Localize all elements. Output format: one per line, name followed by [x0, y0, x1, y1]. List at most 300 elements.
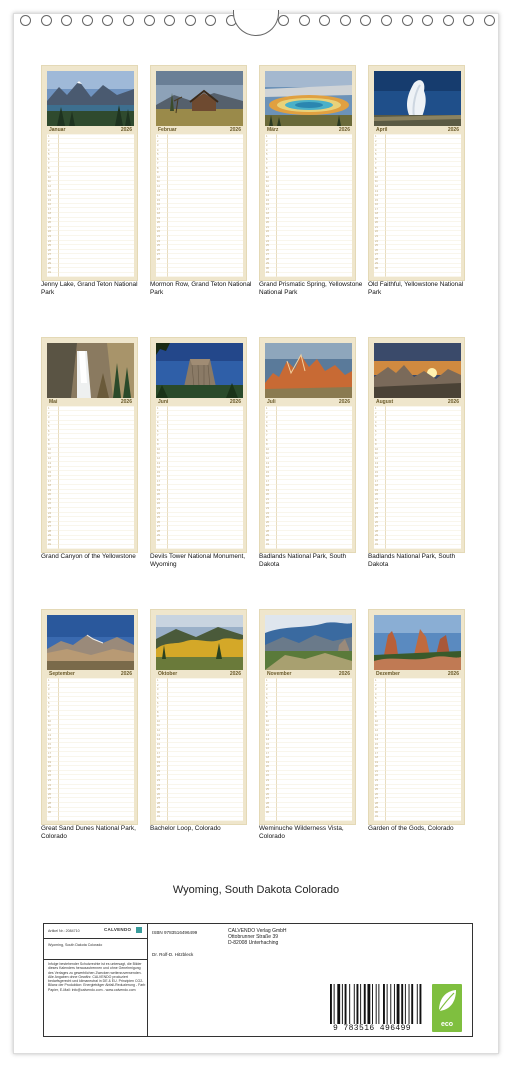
- month-name: Januar: [49, 127, 66, 133]
- day-number: 25: [266, 516, 269, 520]
- day-number: 16: [157, 203, 160, 207]
- day-number: 12: [48, 185, 51, 189]
- day-number: 14: [48, 194, 51, 198]
- day-number: 12: [375, 457, 378, 461]
- day-number: 14: [266, 466, 269, 470]
- fineprint: Infolge bestehender Schutzrechte ist es untersagt, die Bilder dieses Kalenders herauszutrennen und ohne Genehmigung des Verlages zu gewerblichen Zwecken weiterzuverwenden. Alle Angaben ohne Gewähr. CALVENDO produziert bedarfsgerecht und klimaneutral in DE & EU. Prinzipien CO2-Bilanz der Produktion: Energieträger Abfall-Reduzierung - Farb Papier, E-Mail: info@calvendo.com - www.calvendo.com: [48, 962, 146, 992]
- eco-badge: [432, 984, 462, 1032]
- month-photo: [265, 615, 352, 670]
- day-number: 8: [48, 710, 50, 714]
- day-number: 27: [266, 797, 269, 801]
- day-number: 31: [375, 543, 378, 547]
- day-number: 25: [375, 244, 378, 248]
- planner-grid[interactable]: [47, 134, 134, 277]
- day-number: 26: [266, 520, 269, 524]
- day-number: 28: [157, 257, 160, 261]
- day-number: 6: [48, 157, 50, 161]
- month-year: 2026: [338, 671, 350, 677]
- day-number: 2: [48, 683, 50, 687]
- day-number: 25: [48, 788, 51, 792]
- day-number: 27: [375, 797, 378, 801]
- day-number: 12: [157, 457, 160, 461]
- day-number: 24: [266, 239, 269, 243]
- day-number: 12: [157, 185, 160, 189]
- binding-hole: [123, 15, 134, 26]
- month-header: [156, 398, 243, 406]
- day-number: 19: [375, 488, 378, 492]
- day-number: 25: [48, 244, 51, 248]
- day-number: 2: [266, 139, 268, 143]
- day-number: 13: [375, 733, 378, 737]
- binding-hole: [82, 15, 93, 26]
- day-number: 3: [375, 144, 377, 148]
- binding-hole: [443, 15, 454, 26]
- day-number: 18: [375, 212, 378, 216]
- day-number: 3: [48, 144, 50, 148]
- day-number: 13: [157, 733, 160, 737]
- day-number: 19: [375, 216, 378, 220]
- info-left-column: [44, 924, 148, 1036]
- day-number: 30: [375, 538, 378, 542]
- day-number: 21: [266, 225, 269, 229]
- day-number: 18: [157, 212, 160, 216]
- day-number: 6: [266, 701, 268, 705]
- day-number: 1: [48, 679, 50, 682]
- day-numbers: [48, 135, 57, 276]
- month-header: [47, 398, 134, 406]
- planner-grid[interactable]: [156, 678, 243, 821]
- binding-hole: [402, 15, 413, 26]
- day-number: 23: [375, 779, 378, 783]
- day-number: 7: [266, 434, 268, 438]
- divider: [44, 959, 148, 960]
- day-number: 15: [266, 198, 269, 202]
- day-number: 18: [375, 484, 378, 488]
- day-number: 29: [375, 534, 378, 538]
- month-year: 2026: [338, 399, 350, 405]
- day-number: 8: [157, 166, 159, 170]
- month-card-juni: [150, 337, 247, 553]
- day-number: 8: [157, 438, 159, 442]
- day-number: 24: [157, 511, 160, 515]
- day-number: 18: [266, 756, 269, 760]
- month-photo: [374, 343, 461, 398]
- day-number: 28: [375, 257, 378, 261]
- day-number: 30: [375, 810, 378, 814]
- month-name: September: [49, 671, 75, 677]
- month-photo: [265, 71, 352, 126]
- day-number: 4: [48, 420, 50, 424]
- day-number: 16: [375, 475, 378, 479]
- day-number: 2: [375, 683, 377, 687]
- month-card-oktober: [150, 609, 247, 825]
- article-number: Artikel Nr.: 2084710: [48, 929, 80, 933]
- day-number: 2: [157, 683, 159, 687]
- day-number: 11: [375, 452, 378, 456]
- day-number: 26: [266, 248, 269, 252]
- day-number: 12: [266, 457, 269, 461]
- day-number: 19: [266, 760, 269, 764]
- month-caption: Bachelor Loop, Colorado: [150, 825, 221, 832]
- day-number: 24: [375, 239, 378, 243]
- info-box: [43, 923, 473, 1037]
- day-number: 14: [157, 738, 160, 742]
- day-number: 6: [157, 157, 159, 161]
- isbn: ISBN 9783516496499: [152, 930, 198, 935]
- day-number: 27: [157, 797, 160, 801]
- month-name: Dezember: [376, 671, 400, 677]
- day-number: 8: [266, 438, 268, 442]
- day-number: 22: [157, 230, 160, 234]
- day-number: 9: [48, 443, 50, 447]
- day-number: 17: [266, 207, 269, 211]
- publisher-line: D-82008 Unterhaching: [228, 940, 279, 946]
- day-number: 18: [157, 756, 160, 760]
- day-number: 23: [48, 779, 51, 783]
- day-number: 1: [157, 407, 159, 410]
- day-number: 11: [266, 180, 269, 184]
- day-number: 7: [266, 162, 268, 166]
- day-number: 9: [375, 171, 377, 175]
- day-number: 2: [266, 683, 268, 687]
- day-number: 28: [266, 257, 269, 261]
- day-number: 26: [375, 792, 378, 796]
- publisher-line: CALVENDO Verlag GmbH: [228, 928, 287, 934]
- day-number: 23: [266, 235, 269, 239]
- day-number: 7: [375, 706, 377, 710]
- month-year: 2026: [120, 127, 132, 133]
- day-number: 14: [48, 466, 51, 470]
- day-number: 2: [375, 411, 377, 415]
- day-number: 1: [157, 679, 159, 682]
- day-number: 17: [157, 207, 160, 211]
- day-number: 25: [375, 788, 378, 792]
- day-number: 22: [157, 774, 160, 778]
- binding-hole: [319, 15, 330, 26]
- day-number: 20: [48, 765, 51, 769]
- day-number: 22: [375, 774, 378, 778]
- day-number: 11: [157, 180, 160, 184]
- day-numbers: [48, 407, 57, 548]
- day-number: 24: [375, 783, 378, 787]
- month-name: August: [376, 399, 394, 405]
- barcode-bars: [328, 984, 424, 1026]
- info-title: Wyoming, South Dakota Colorado: [48, 943, 103, 947]
- barcode-number: 9 783516 496499: [318, 1024, 426, 1033]
- day-number: 3: [48, 416, 50, 420]
- day-number: 29: [375, 806, 378, 810]
- month-photo: [47, 615, 134, 670]
- month-header: [374, 126, 461, 134]
- day-number: 12: [266, 729, 269, 733]
- planner-grid[interactable]: [265, 678, 352, 821]
- day-number: 22: [48, 230, 51, 234]
- day-number: 22: [266, 230, 269, 234]
- day-number: 17: [266, 479, 269, 483]
- day-numbers: [266, 135, 275, 276]
- day-number: 10: [157, 447, 160, 451]
- month-photo: [156, 71, 243, 126]
- day-number: 22: [48, 502, 51, 506]
- day-number: 28: [157, 529, 160, 533]
- day-number: 17: [48, 751, 51, 755]
- month-caption: Grand Prismatic Spring, Yellowstone National Park: [259, 281, 363, 296]
- day-numbers: [157, 135, 166, 276]
- day-number: 9: [375, 443, 377, 447]
- day-number: 23: [375, 235, 378, 239]
- day-number: 11: [48, 180, 51, 184]
- binding-hole: [185, 15, 196, 26]
- day-number: 20: [375, 221, 378, 225]
- day-number: 29: [266, 262, 269, 266]
- day-number: 9: [157, 715, 159, 719]
- day-number: 17: [48, 479, 51, 483]
- day-number: 3: [266, 144, 268, 148]
- planner-grid[interactable]: [265, 134, 352, 277]
- day-number: 22: [266, 502, 269, 506]
- day-number: 27: [375, 525, 378, 529]
- day-number: 8: [266, 166, 268, 170]
- planner-grid[interactable]: [265, 406, 352, 549]
- day-number: 14: [375, 466, 378, 470]
- day-number: 14: [157, 194, 160, 198]
- day-number: 5: [48, 425, 50, 429]
- day-number: 27: [48, 797, 51, 801]
- day-number: 21: [157, 225, 160, 229]
- day-number: 24: [157, 239, 160, 243]
- day-number: 7: [266, 706, 268, 710]
- month-header: [374, 398, 461, 406]
- day-number: 9: [266, 715, 268, 719]
- day-number: 29: [266, 806, 269, 810]
- day-number: 5: [375, 425, 377, 429]
- day-number: 24: [48, 511, 51, 515]
- day-number: 26: [48, 792, 51, 796]
- planner-grid[interactable]: [374, 406, 461, 549]
- day-number: 6: [48, 701, 50, 705]
- day-number: 27: [157, 253, 160, 257]
- day-number: 14: [266, 738, 269, 742]
- day-number: 24: [48, 239, 51, 243]
- day-number: 27: [48, 253, 51, 257]
- day-number: 5: [375, 697, 377, 701]
- day-number: 2: [48, 139, 50, 143]
- day-number: 16: [157, 747, 160, 751]
- planner-grid[interactable]: [47, 678, 134, 821]
- day-number: 20: [157, 765, 160, 769]
- day-number: 8: [375, 438, 377, 442]
- day-number: 24: [375, 511, 378, 515]
- month-year: 2026: [120, 671, 132, 677]
- day-number: 26: [157, 520, 160, 524]
- day-number: 21: [157, 769, 160, 773]
- day-number: 30: [48, 538, 51, 542]
- day-number: 23: [157, 235, 160, 239]
- month-name: Februar: [158, 127, 177, 133]
- month-photo: [156, 615, 243, 670]
- month-photo: [156, 343, 243, 398]
- month-year: 2026: [120, 399, 132, 405]
- day-number: 18: [157, 484, 160, 488]
- month-name: Juli: [267, 399, 276, 405]
- day-number: 26: [157, 792, 160, 796]
- day-number: 13: [266, 461, 269, 465]
- day-number: 17: [266, 751, 269, 755]
- day-number: 16: [157, 475, 160, 479]
- day-number: 7: [157, 162, 159, 166]
- day-number: 15: [48, 742, 51, 746]
- day-number: 19: [48, 760, 51, 764]
- month-card-juli: [259, 337, 356, 553]
- day-number: 1: [157, 135, 159, 138]
- day-number: 21: [157, 497, 160, 501]
- month-card-november: [259, 609, 356, 825]
- day-number: 25: [375, 516, 378, 520]
- day-number: 5: [266, 153, 268, 157]
- day-number: 14: [375, 194, 378, 198]
- day-number: 10: [375, 447, 378, 451]
- planner-grid[interactable]: [156, 134, 243, 277]
- day-number: 31: [48, 543, 51, 547]
- planner-grid[interactable]: [156, 406, 243, 549]
- day-number: 19: [157, 488, 160, 492]
- binding-hole: [340, 15, 351, 26]
- month-name: März: [267, 127, 279, 133]
- day-number: 31: [266, 543, 269, 547]
- day-number: 25: [157, 516, 160, 520]
- day-number: 11: [157, 724, 160, 728]
- day-number: 3: [375, 416, 377, 420]
- day-number: 1: [48, 407, 50, 410]
- day-number: 10: [157, 175, 160, 179]
- day-number: 26: [48, 248, 51, 252]
- day-number: 7: [48, 162, 50, 166]
- day-number: 30: [266, 266, 269, 270]
- month-year: 2026: [338, 127, 350, 133]
- day-number: 13: [157, 461, 160, 465]
- month-header: [47, 670, 134, 678]
- info-right-column: [150, 924, 474, 1036]
- day-number: 27: [157, 525, 160, 529]
- day-number: 25: [157, 788, 160, 792]
- day-number: 31: [157, 815, 160, 819]
- day-number: 15: [266, 742, 269, 746]
- day-number: 20: [157, 493, 160, 497]
- month-card-märz: [259, 65, 356, 281]
- day-number: 2: [266, 411, 268, 415]
- day-number: 15: [375, 742, 378, 746]
- planner-grid[interactable]: [47, 406, 134, 549]
- day-number: 11: [157, 452, 160, 456]
- day-number: 21: [375, 497, 378, 501]
- day-number: 6: [157, 429, 159, 433]
- planner-grid[interactable]: [374, 134, 461, 277]
- day-number: 13: [48, 461, 51, 465]
- day-number: 1: [266, 135, 268, 138]
- day-number: 14: [157, 466, 160, 470]
- leaf-icon: [436, 988, 458, 1014]
- day-number: 9: [48, 171, 50, 175]
- day-number: 11: [48, 452, 51, 456]
- day-number: 9: [375, 715, 377, 719]
- day-number: 15: [157, 470, 160, 474]
- day-number: 14: [266, 194, 269, 198]
- day-number: 28: [375, 529, 378, 533]
- day-number: 7: [375, 434, 377, 438]
- day-number: 19: [48, 488, 51, 492]
- day-number: 16: [48, 475, 51, 479]
- day-number: 4: [266, 692, 268, 696]
- day-number: 3: [375, 688, 377, 692]
- binding-hole: [381, 15, 392, 26]
- planner-grid[interactable]: [374, 678, 461, 821]
- day-number: 30: [48, 810, 51, 814]
- day-number: 23: [266, 507, 269, 511]
- day-number: 8: [375, 710, 377, 714]
- day-number: 20: [375, 493, 378, 497]
- month-caption: Devils Tower National Monument, Wyoming: [150, 553, 246, 568]
- month-photo: [47, 343, 134, 398]
- day-number: 21: [375, 769, 378, 773]
- day-number: 28: [48, 529, 51, 533]
- day-number: 26: [375, 248, 378, 252]
- day-number: 21: [266, 497, 269, 501]
- day-number: 17: [375, 479, 378, 483]
- day-number: 26: [375, 520, 378, 524]
- day-number: 24: [266, 511, 269, 515]
- day-number: 13: [157, 189, 160, 193]
- day-number: 22: [48, 774, 51, 778]
- day-number: 29: [48, 534, 51, 538]
- day-number: 5: [157, 697, 159, 701]
- day-number: 28: [375, 801, 378, 805]
- day-number: 30: [375, 266, 378, 270]
- day-number: 25: [48, 516, 51, 520]
- day-number: 12: [48, 457, 51, 461]
- month-caption: Mormon Row, Grand Teton National Park: [150, 281, 252, 296]
- day-number: 10: [266, 447, 269, 451]
- month-year: 2026: [447, 671, 459, 677]
- day-number: 3: [266, 416, 268, 420]
- day-number: 8: [266, 710, 268, 714]
- day-number: 21: [48, 225, 51, 229]
- day-number: 15: [157, 742, 160, 746]
- month-caption: Jenny Lake, Grand Teton National Park: [41, 281, 138, 296]
- day-number: 19: [48, 216, 51, 220]
- month-caption: Grand Canyon of the Yellowstone: [41, 553, 136, 560]
- day-number: 13: [266, 189, 269, 193]
- day-number: 3: [157, 144, 159, 148]
- day-number: 16: [375, 747, 378, 751]
- day-number: 20: [48, 221, 51, 225]
- day-number: 8: [48, 438, 50, 442]
- day-number: 23: [375, 507, 378, 511]
- day-number: 18: [266, 212, 269, 216]
- day-number: 20: [266, 765, 269, 769]
- binding-hole: [422, 15, 433, 26]
- day-number: 30: [266, 810, 269, 814]
- day-number: 24: [48, 783, 51, 787]
- day-number: 10: [48, 447, 51, 451]
- day-number: 4: [266, 420, 268, 424]
- day-number: 27: [266, 525, 269, 529]
- day-number: 22: [375, 502, 378, 506]
- day-number: 4: [375, 420, 377, 424]
- binding-hole: [278, 15, 289, 26]
- binding-hole: [20, 15, 31, 26]
- day-number: 25: [157, 244, 160, 248]
- month-year: 2026: [229, 127, 241, 133]
